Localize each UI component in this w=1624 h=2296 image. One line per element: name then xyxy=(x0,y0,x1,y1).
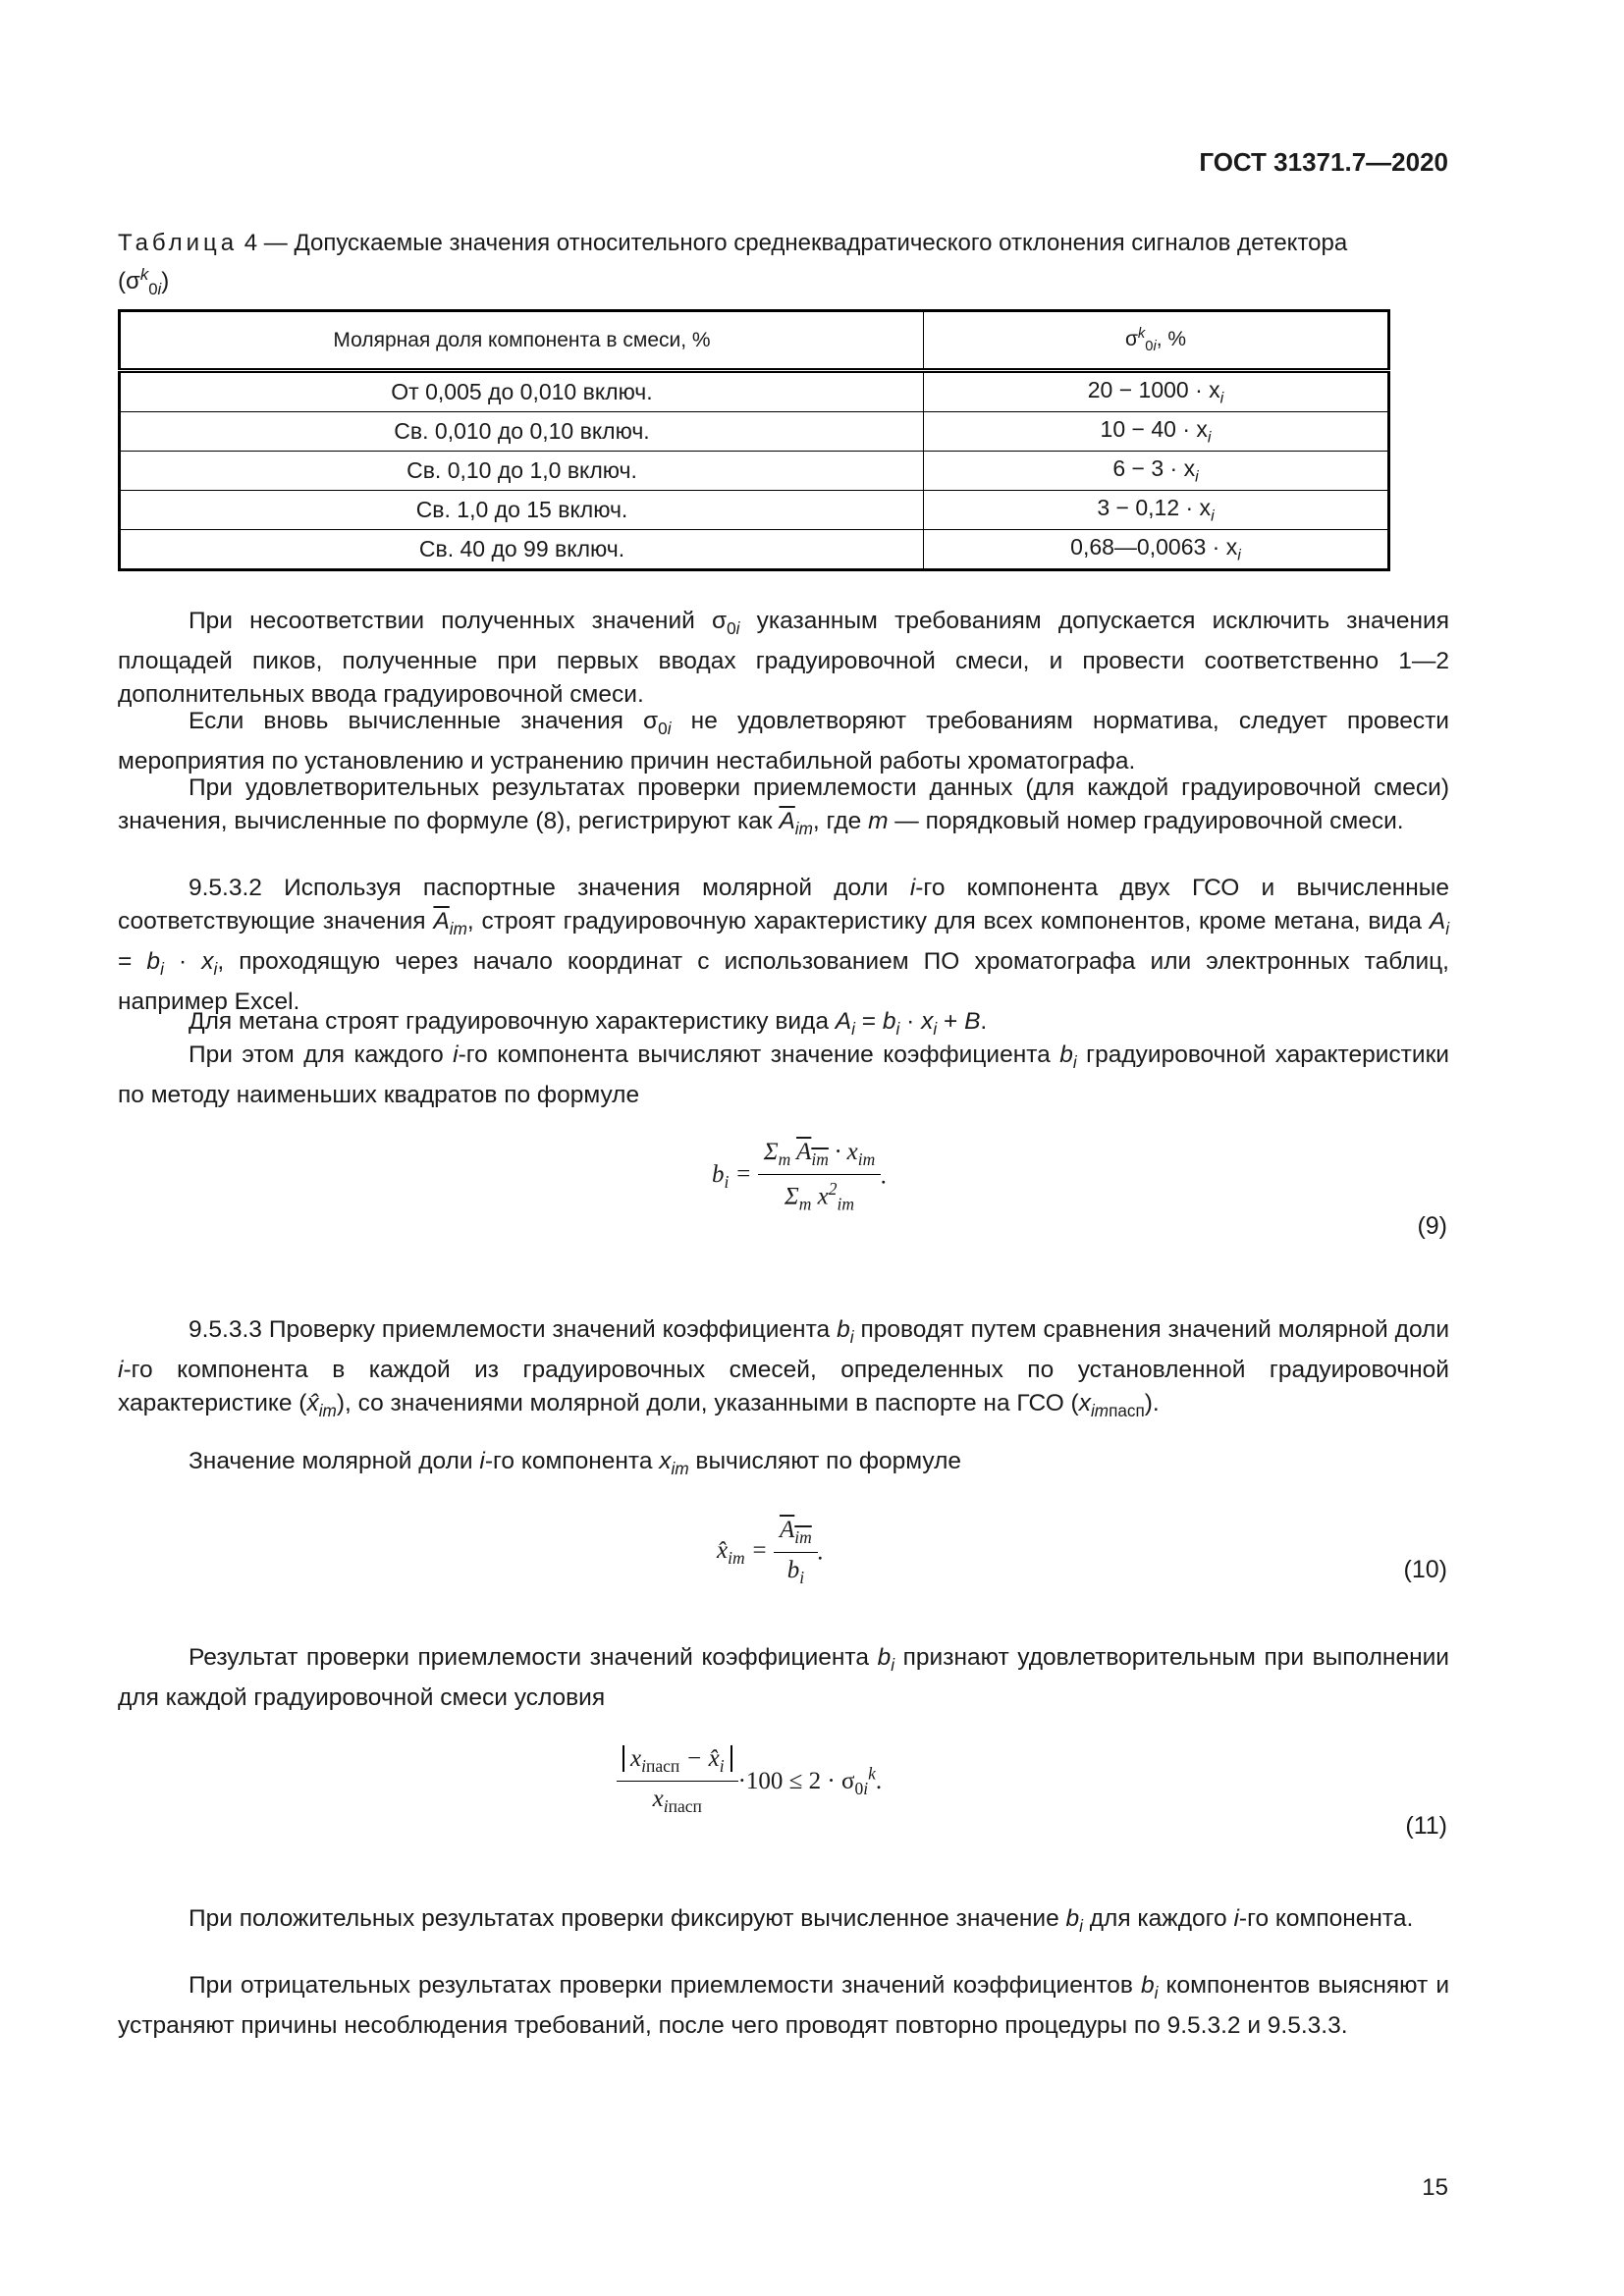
document-code: ГОСТ 31371.7—2020 xyxy=(1199,147,1448,177)
paragraph: Значение молярной доли i-го компонента $x_{im}$ вычисляют по формуле xyxy=(189,1448,962,1478)
cell-range: Св. 40 до 99 включ. xyxy=(120,530,924,570)
paragraph: При несоответствии полученных значений $\sigma_{0i}$ указанным требованиям допускается исключить значения площадей пиков, полученные при первых вводах градуировочной смеси, и провести соответственно 1—2 дополнительных ввода градуировочной смеси. xyxy=(118,608,1449,708)
caption-label: Таблица xyxy=(118,230,239,256)
table-row xyxy=(120,371,1389,412)
cell-value: $6 - 3 \cdot x_i$ xyxy=(924,452,1389,491)
cell-value: $10 - 40 \cdot x_i$ xyxy=(924,412,1389,452)
table-row xyxy=(120,530,1389,570)
cell-value: $20 - 1000 \cdot x_i$ xyxy=(924,371,1389,412)
header-sigma: $\sigma^k_{0i}$, % xyxy=(924,311,1389,371)
table-4 xyxy=(118,309,1390,571)
cell-value: 0,68—0,0063 · $x_i$ xyxy=(924,530,1389,570)
table-header-row xyxy=(120,311,1389,371)
cell-value: $3 - 0,12 \cdot x_i$ xyxy=(924,491,1389,530)
paragraph: При этом для каждого i-го компонента вычисляют значение коэффициента $b_i$ градуировочной характеристики по методу наименьших квадратов по формуле xyxy=(118,1041,1449,1108)
formula-11: $\frac{x_{iпасп} - x̂_i}{x_{iпасп}}$ $\cdot 100 \le 2 \cdot \sigma_{0i}^k$. xyxy=(617,1745,882,1817)
paragraph: 9.5.3.2 Используя паспортные значения молярной доли i-го компонента двух ГСО и вычисленные соответствующие значения $\overline{A}_{im}$, строят градуировочную характеристику для всех компонентов, кроме метана, вида $A_i = b_i \cdot x_i$, проходящую через начало координат с использованием ПО хроматографа или электронных таблиц, например Excel. xyxy=(118,875,1449,1015)
paragraph: Результат проверки приемлемости значений коэффициента $b_i$ признают удовлетворительным при выполнении для каждой градуировочной смеси условия xyxy=(118,1644,1449,1711)
cell-range: Св. 0,010 до 0,10 включ. xyxy=(120,412,924,452)
header-molar-fraction: Молярная доля компонента в смеси, % xyxy=(120,311,924,371)
page-number: 15 xyxy=(1422,2174,1448,2201)
table-row xyxy=(120,412,1389,452)
equation-number-10: (10) xyxy=(1403,1556,1447,1583)
cell-range: От 0,005 до 0,010 включ. xyxy=(120,371,924,412)
paragraph: 9.5.3.3 Проверку приемлемости значений коэффициента $b_i$ проводят путем сравнения значений молярной доли i-го компонента в каждой из градуировочных смесей, определенных по установленной градуировочной характеристике $(x̂_{im})$, со значениями молярной доли, указанными в паспорте на ГСО $(x_{imпасп})$. xyxy=(118,1316,1450,1420)
formula-9: $b_i$ = $\frac{\Sigma_m A_{im} \cdot x_{im}}{\Sigma_m x^2_{im}}$ . xyxy=(712,1139,888,1214)
equation-number-11: (11) xyxy=(1405,1812,1447,1840)
formula-10: $x̂_{im}$ = $\frac{A_{im}}{b_i}$ . xyxy=(717,1517,825,1587)
paragraph: Если вновь вычисленные значения $\sigma_{0i}$ не удовлетворяют требованиям норматива, следует провести мероприятия по установлению и устранению причин нестабильной работы хроматографа. xyxy=(118,708,1449,774)
paragraph: При положительных результатах проверки фиксируют вычисленное значение $b_i$ для каждого i-го компонента. xyxy=(189,1905,1414,1936)
cell-range: Св. 0,10 до 1,0 включ. xyxy=(120,452,924,491)
caption-text: 4 — Допускаемые значения относительного среднеквадратического отклонения сигналов детектора xyxy=(238,230,1348,256)
table-caption: Таблица 4 — Допускаемые значения относительного среднеквадратического отклонения сигналов детектора $(\sigma^k_{0i})$ xyxy=(118,230,1348,298)
paragraph: Для метана строят градуировочную характеристику вида $A_i = b_i \cdot x_i + B$. xyxy=(189,1008,988,1039)
table-row xyxy=(120,491,1389,530)
paragraph: При удовлетворительных результатах проверки приемлемости данных (для каждой градуировочной смеси) значения, вычисленные по формуле (8), регистрируют как $\overline{A}_{im}$, где m — порядковый номер градуировочной смеси. xyxy=(118,774,1449,838)
paragraph: При отрицательных результатах проверки приемлемости значений коэффициентов $b_i$ компонентов выясняют и устраняют причины несоблюдения требований, после чего проводят повторно процедуры по 9.5.3.2 и 9.5.3.3. xyxy=(118,1972,1450,2039)
cell-range: Св. 1,0 до 15 включ. xyxy=(120,491,924,530)
equation-number-9: (9) xyxy=(1417,1212,1447,1240)
table-row xyxy=(120,452,1389,491)
